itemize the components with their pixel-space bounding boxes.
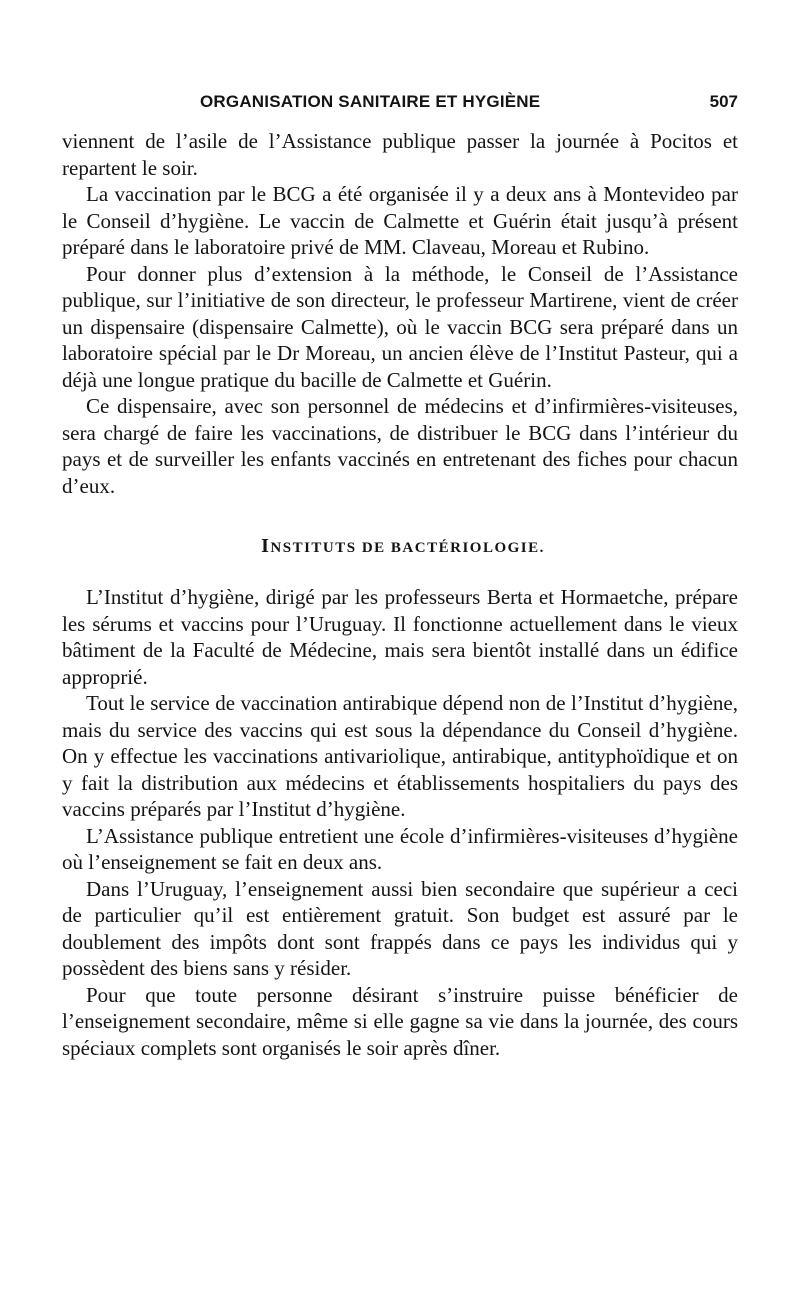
- paragraph-dispensary-staff: Ce dispensaire, avec son personnel de médecins et d’infirmières-visiteuses, sera chargé de faire les vaccinations, de distribuer le BCG dans l’intérieur du pays et de surveiller les enfants vaccinés en entretenant des fiches pour chacun d’eux.: [62, 394, 738, 498]
- header-title: ORGANISATION SANITAIRE ET HYGIÈNE: [200, 92, 541, 111]
- section-heading: [62, 536, 738, 558]
- paragraph-free-education: Dans l’Uruguay, l’enseignement aussi bien secondaire que supérieur a ceci de particulier qu’il est entièrement gratuit. Son budget est assuré par le doublement des impôts dont sont frappés dans ce pays les individus qui y possèdent des biens sans y résider.: [62, 876, 738, 980]
- paragraph-evening-courses: Pour que toute personne désirant s’instruire puisse bénéficier de l’enseignement secondaire, même si elle gagne sa vie dans la journée, des cours spéciaux complets sont organisés le soir après dîner.: [62, 982, 738, 1060]
- paragraph-bcg-vaccination: La vaccination par le BCG a été organisée il y a deux ans à Montevideo par le Conseil d’hygiène. Le vaccin de Calmette et Guérin était jusqu’à présent préparé dans le laboratoire privé de MM. Claveau, Moreau et Rubino.: [62, 182, 738, 259]
- page-number: 507: [709, 92, 738, 111]
- paragraph-institut-hygiene: L’Institut d’hygiène, dirigé par les professeurs Berta et Hormaetche, prépare les sérums et vaccins pour l’Uruguay. Il fonctionne actuellement dans le vieux bâtiment de la Faculté de Médecine, mais sera bientôt installé dans un édifice approprié.: [62, 585, 738, 689]
- running-header: [62, 88, 738, 128]
- section-heading-text: NSTITUTS DE BACTÉRIOLOGIE.: [270, 540, 545, 556]
- section-heading-initial: I: [261, 535, 271, 557]
- document-page: [62, 88, 738, 1061]
- paragraph-antirabies-service: Tout le service de vaccination antirabique dépend non de l’Institut d’hygiène, mais du service des vaccins qui est sous la dépendance du Conseil d’hygiène. On y effectue les vaccinations antivariolique, antirabique, antityphoïdique et on y fait la distribution aux médecins et établissements hospitaliers du pays des vaccins préparés par l’Institut d’hygiène.: [62, 691, 738, 821]
- paragraph-calmette-dispensary: Pour donner plus d’extension à la méthode, le Conseil de l’Assistance publique, sur l’initiative de son directeur, le professeur Martirene, vient de créer un dispensaire (dispensaire Calmette), où le vaccin BCG sera préparé dans un laboratoire spécial par le Dr Moreau, un ancien élève de l’Institut Pasteur, qui a déjà une longue pratique du bacille de Calmette et Guérin.: [62, 261, 738, 392]
- paragraph-continuation: viennent de l’asile de l’Assistance publique passer la journée à Pocitos et repartent le soir.: [62, 129, 738, 180]
- paragraph-nursing-school: L’Assistance publique entretient une école d’infirmières-visiteuses d’hygiène où l’enseignement se fait en deux ans.: [62, 823, 738, 874]
